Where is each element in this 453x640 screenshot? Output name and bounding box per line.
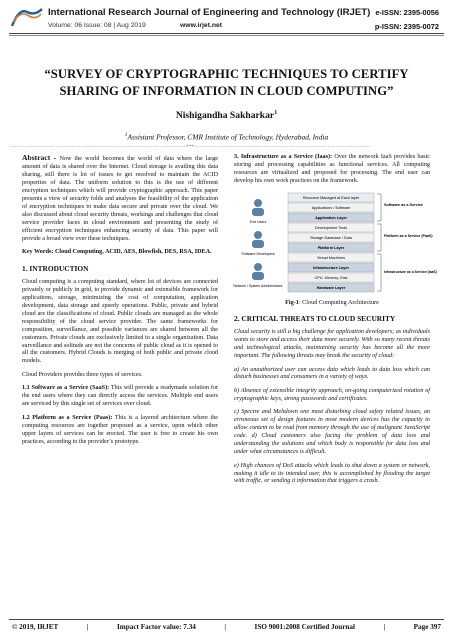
figure-caption-label: Fig-1 <box>285 299 299 307</box>
threat-c: c) Spectre and Meltdown one most disturbing cloud safety related issues, an erroneous set of design features in most modern devices has the capacity to allow content to be read from memory through the use of malignant JavaScript code. d) Cloud customers also facing the problem of data loss and understanding the solutions and which body is responsible for data loss and under what circumstances is difficult. <box>234 409 430 456</box>
footer-divider: | <box>86 623 89 631</box>
footer-divider: | <box>383 623 386 631</box>
abstract-label: Abstract - <box>22 153 57 162</box>
keywords: Key Words: Cloud Computing, ACID, AES, Blowfish, DES, RSA, IDEA. <box>22 248 212 255</box>
abstract <box>22 154 218 243</box>
iaas-paragraph <box>234 154 430 186</box>
end-users-icon <box>252 199 264 216</box>
fig-stack-label-2: Application Layer <box>315 216 347 221</box>
saas-label: 1.1 Software as a Service (SaaS): <box>22 385 110 392</box>
threat-a: a) An unauthorized user can access data which leads to data loss which can disturb businesses and consumers in a variety of ways. <box>234 366 430 381</box>
iaas-label: 3. Infrastructure as a Service (Iaas): <box>234 154 333 160</box>
e-issn: e-ISSN: 2395-0056 <box>375 8 439 17</box>
paas-paragraph <box>22 415 218 447</box>
footer-page-number: Page 397 <box>413 623 441 631</box>
brace-saas <box>377 194 381 221</box>
author-superscript: 1 <box>274 110 278 116</box>
left-column <box>22 154 218 452</box>
fig-stack-label-8: CPU, Memory, Disk <box>314 276 348 281</box>
author-name: Nishigandha Sakharkar <box>175 110 275 122</box>
irjet-logo <box>9 6 45 32</box>
journal-website[interactable]: www.irjet.net <box>180 22 223 29</box>
threats-intro: Cloud security is still a big challenge for application developers; as individuals wants to store and access their data more securely. With so many recent threats and technological attacks, maintaining security has become all the more important. The following threats may break the security of cloud: <box>234 329 430 360</box>
paas-label: 1.2 Platform as a Service (Paas): <box>22 414 113 421</box>
fig-stack-label-7: Infrastructure Layer <box>313 266 349 271</box>
footer-impact-factor: Impact Factor value: 7.34 <box>116 623 196 631</box>
fig-stack-label-0: Resource Managed at Each layer <box>302 196 360 201</box>
developers-icon <box>252 231 264 248</box>
architecture-diagram <box>233 191 437 295</box>
fig-stack-label-5: Platform Layer <box>317 246 345 251</box>
fig-user-label-0: End Users <box>249 220 267 225</box>
footer-copyright: © 2019, IRJET <box>12 623 59 631</box>
header-rule-thin <box>9 35 444 36</box>
footer <box>12 623 441 631</box>
figure-caption-text: : Cloud Computing Architecture <box>298 299 379 307</box>
fig-service-label-1: Platform as a Service (PaaS) <box>384 234 433 239</box>
admins-icon <box>252 263 264 280</box>
fig-service-label-0: Software as a Service <box>384 203 424 208</box>
section-separator: ---------------------------------------------------------------------***--------------------------------------------------------------------- <box>9 145 371 150</box>
header-rule <box>9 33 444 34</box>
affiliation-superscript: 1 <box>124 132 128 138</box>
affiliation-line <box>0 132 453 141</box>
intro-paragraph-1: Cloud computing is a computing standard, where lot of devices are connected privately or publicly in grid, to provide dynamic and extensible framework for applications, storage, minimizing the cost of computation, application development, data storage and speedy operations. Public, private and hybrid cloud are the classifications of cloud. Public clouds are managed as the whole responsibility of the cloud service provider. The same frameworks for composition, surveillance, and possible variances are shared between all the customers. Private clouds are exclusively limited to a single organization. Data surveillance and solitude are not the concerns of public cloud as it is opened to all the customers. Hybrid Clouds is merging of both public and private cloud models. <box>22 278 218 365</box>
brace-iaas <box>377 254 381 291</box>
fig-user-label-2: Network / System Administrators <box>233 284 283 289</box>
affiliation: Assistant Professor, CMR Institute of Technology, Hyderabad, India <box>127 132 329 142</box>
fig-stack-label-3: Development Tools <box>314 226 348 231</box>
threat-b: b) Absence of extensible integrity approach, on-going computerized rotation of cryptographic keys, strong passwords and certificates. <box>234 387 430 402</box>
paper-title: “SURVEY OF CRYPTOGRAPHIC TECHNIQUES TO CERTIFY SHARING OF INFORMATION IN CLOUD COMPUTING” <box>44 67 409 98</box>
fig-stack-label-1: Applications / Software <box>311 206 351 211</box>
intro-paragraph-2: Cloud Providers provides three types of services. <box>22 371 143 378</box>
footer-iso: ISO 9001:2008 Certified Journal <box>254 623 355 631</box>
right-column <box>233 154 437 492</box>
fig-user-label-1: Software Developers <box>241 252 275 257</box>
author-line <box>0 110 453 121</box>
footer-divider: | <box>224 623 227 631</box>
brace-paas <box>377 224 381 251</box>
abstract-text: Now the world becomes the world of data where the large amount of data is shared over the Internet. Cloud storage is availing this data sharing, still there is lot of issues to get resolved to maintain the ACID properties of data. The uniform solution to this is the use of different encryption techniques which will provide cryptographic approach. This paper presents a view of security folds and analyses the feasibility of the application of encryption techniques to make data secure and private over the cloud. We also discussed about cloud security threats, workings and challenges that cloud service provider faces in cloud environment and presenting the study of efficient encryption techniques enhancing security of data. This paper will provide a broad view over these techniques. <box>22 156 218 242</box>
cloud-architecture-figure <box>233 191 437 295</box>
fig-service-label-2: Infrastructure as a Service (IaaS) <box>384 270 437 275</box>
journal-name: International Research Journal of Engineering and Technology (IRJET) <box>48 7 371 18</box>
p-issn: p-ISSN: 2395-0072 <box>374 22 439 31</box>
figure-caption <box>234 299 430 307</box>
journal-volume: Volume: 06 Issue: 08 | Aug 2019 <box>48 22 146 29</box>
intro-heading: 1. INTRODUCTION <box>22 263 89 273</box>
saas-paragraph <box>22 385 218 409</box>
saas-text: This will provide a readymade solution for the end users where they can directly access the services. Multiple end users are serviced by this single set of services over cloud. <box>22 385 218 408</box>
iaas-text: Over the network IaaS provides basic storing and processing capabilities as functional services. All computing resources are virtualized and proposed for processing. The end user can develop his own work practices on the framework. <box>234 154 430 184</box>
threat-e: e) High chances of DoS attacks which leads to shut down a system or network, making it idle to its intended user, this is accomplished by flooding the target with traffic, or sending it information that triggers a crash. <box>234 462 430 485</box>
fig-stack-label-9: Hardware Layer <box>316 286 346 291</box>
footer-rule <box>9 619 444 620</box>
threats-heading: 2. CRITICAL THREATS TO CLOUD SECURITY <box>234 314 396 324</box>
fig-stack-label-6: Virtual Machines <box>317 256 345 261</box>
paas-text: This is a layered architecture where the computing resources are together proposed as a service, upon which other upper layers of services can be erected. The user is free to create his own practices, according to the provider’s prototype. <box>22 414 219 445</box>
fig-stack-label-4: Storage Database / Data <box>310 236 352 241</box>
